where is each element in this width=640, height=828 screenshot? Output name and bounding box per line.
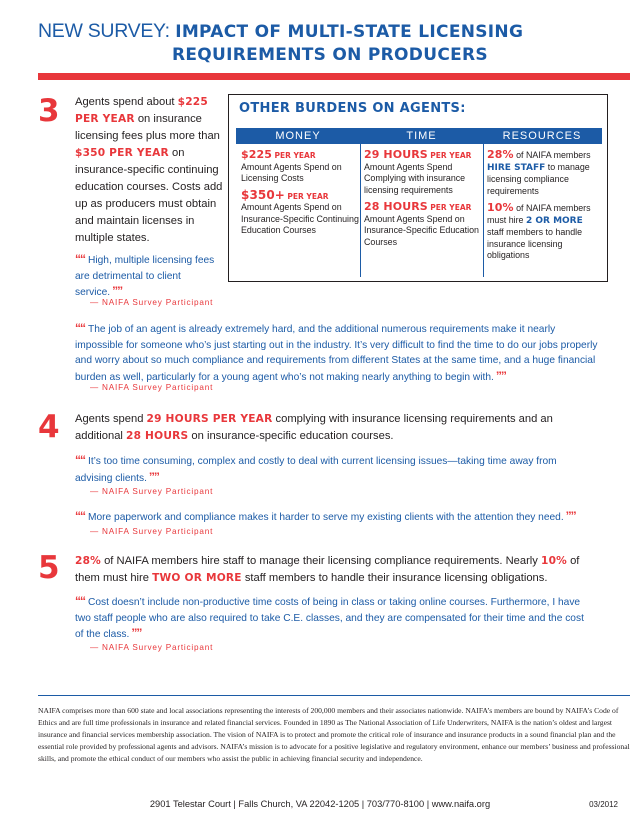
burdens-title: OTHER BURDENS ON AGENTS: — [239, 101, 466, 116]
stat-desc: to manage licensing compliance requirements — [487, 161, 590, 196]
title-prefix: NEW SURVEY: — [38, 20, 170, 42]
time-item — [364, 149, 480, 196]
stat-value: $350+ — [241, 187, 285, 202]
quote-4b — [75, 509, 605, 526]
quote-text: The job of an agent is already extremely hard, and the additional numerous requirements make it nearly impossible for someone who’s just starting out in the industry. It’s very difficult to find the time to do our jobs properly and worry about so much compliance and requirements from different States at the same time, and a huge financial burden as well, particularly for a young agent who’s not making nearly anything to begin with. — [75, 324, 598, 383]
publication-date: 03/2012 — [589, 800, 618, 809]
stat-desc: of NAIFA members must hire — [487, 203, 591, 225]
stat-value: 10% — [487, 201, 514, 214]
column-header-money: MONEY — [275, 130, 321, 142]
quote-attribution: — NAIFA Survey Participant — [90, 527, 214, 536]
quote-5a — [75, 594, 595, 643]
stat-value: $225 — [241, 148, 273, 161]
close-quote-icon: ”” — [112, 284, 123, 298]
section-number-4: 4 — [38, 409, 60, 445]
stat-desc: Amount Agents Spend on Insurance-Specific Continuing Education Courses — [241, 202, 359, 235]
open-quote-icon: ““ — [75, 321, 85, 335]
stat-desc: Amount Agents Spend Complying with insurance licensing requirements — [364, 161, 466, 195]
highlight-two-or-more: TWO OR MORE — [152, 572, 242, 584]
title-line-2: REQUIREMENTS ON PRODUCERS — [172, 45, 488, 65]
stat-value: 29 HOURS — [364, 148, 428, 161]
page-title — [38, 20, 630, 67]
stat-desc: Amount Agents Spend on Insurance-Specific Education Courses — [364, 213, 479, 247]
highlight-10-percent: 10% — [541, 555, 567, 567]
column-divider — [360, 128, 361, 277]
highlight-225: $225 PER YEAR — [75, 96, 208, 125]
section-number-3: 3 — [38, 93, 60, 129]
quote-attribution: — NAIFA Survey Participant — [90, 383, 214, 392]
text-run: of them must hire — [75, 555, 580, 584]
text-run: complying with insurance licensing requirements and an additional — [75, 413, 553, 442]
quote-4a — [75, 453, 595, 486]
text-run: Agents spend — [75, 413, 147, 425]
contact-address: 2901 Telestar Court | Falls Church, VA 22042-1205 | 703/770-8100 | www.naifa.org — [149, 799, 491, 809]
section-4-text — [75, 411, 595, 445]
stat-unit: PER YEAR — [430, 151, 472, 160]
other-burdens-box — [228, 94, 608, 282]
stat-unit: PER YEAR — [287, 191, 329, 201]
quote-attribution: — NAIFA Survey Participant — [90, 643, 214, 652]
stat-unit: PER YEAR — [430, 203, 472, 212]
highlight-28-hours: 28 HOURS — [126, 430, 189, 442]
stat-value: 28 HOURS — [364, 200, 428, 213]
stat-desc: Amount Agents Spend on Licensing Costs — [241, 161, 342, 183]
money-column — [241, 144, 359, 277]
close-quote-icon: ”” — [565, 509, 576, 523]
quote-text: High, multiple licensing fees are detrimental to client service. — [75, 255, 215, 298]
text-run: on insurance-specific continuing education courses. Costs add up as producers must obtain and maintain licenses in multiple states. — [75, 147, 223, 244]
close-quote-icon: ”” — [131, 626, 142, 640]
section-5-text — [75, 553, 605, 587]
section-number-5: 5 — [38, 550, 60, 586]
stat-highlight: 2 OR MORE — [525, 215, 583, 226]
quote-text: It’s too time consuming, complex and costly to deal with current licensing issues—taking time away from advising clients. — [75, 456, 557, 484]
close-quote-icon: ”” — [495, 368, 506, 383]
highlight-28-percent: 28% — [75, 555, 101, 567]
quote-text: More paperwork and compliance makes it harder to serve my existing clients with the attention they need. — [88, 512, 564, 523]
text-run: Agents spend about — [75, 96, 178, 108]
money-item — [241, 187, 359, 237]
stat-desc: staff members to handle insurance licensing obligations — [487, 227, 583, 260]
quote-3b — [75, 321, 605, 385]
about-naifa: NAIFA comprises more than 600 state and local associations representing the interests of 200,000 members and their associates nationwide. NAIFA’s members are bound by NAIFA’s Code of Ethics and are full time professionals in insurance and related financial services. Founded in 1890 as The National Association of Life Underwriters, NAIFA is the nation’s oldest and largest insurance and financial services membership association. The vision of NAIFA is to protect and promote the critical role of insurance and insurance products in a sound financial plan and the essential role provided by professional agents and advisors. NAIFA’s mission is to advocate for a positive legislative and regulatory environment, enhance our members’ business and professional skills, and promote the ethical conduct of our members who assist the public in achieving financial security and independence. — [38, 706, 630, 763]
quote-attribution: — NAIFA Survey Participant — [90, 487, 214, 496]
open-quote-icon: ““ — [75, 252, 85, 266]
highlight-350: $350 PER YEAR — [75, 147, 169, 159]
quote-text: Cost doesn’t include non-productive time costs of being in class or taking online courses. Furthermore, I have two staff people who are also required to take C.E. classes, and they are compensated for their time and the cost of the class. — [75, 597, 584, 640]
resources-item — [487, 202, 599, 262]
close-quote-icon: ”” — [148, 469, 159, 484]
section-3-text — [75, 94, 223, 247]
money-item — [241, 149, 359, 185]
quote-3a — [75, 252, 215, 301]
resources-column — [487, 144, 599, 277]
title-line-1: IMPACT OF MULTI-STATE LICENSING — [175, 22, 524, 42]
highlight-29-hours: 29 HOURS PER YEAR — [146, 413, 273, 425]
column-header-resources: RESOURCES — [502, 130, 582, 142]
column-header-time: TIME — [406, 130, 437, 142]
open-quote-icon: ““ — [75, 509, 85, 523]
stat-value: 28% — [487, 148, 514, 161]
column-divider — [483, 128, 484, 277]
stat-unit: PER YEAR — [274, 151, 316, 160]
header-rule — [38, 73, 630, 80]
text-run: of NAIFA members hire staff to manage their licensing compliance requirements. Nearly — [100, 555, 541, 567]
time-item — [364, 201, 480, 248]
text-run: on insurance-specific education courses. — [188, 430, 394, 442]
time-column — [364, 144, 480, 277]
text-run: on insurance licensing fees plus more than — [75, 113, 220, 142]
stat-highlight: HIRE STAFF — [487, 162, 546, 173]
footer-rule — [38, 695, 630, 696]
open-quote-icon: ““ — [75, 594, 85, 608]
resources-item — [487, 149, 599, 197]
quote-attribution: — NAIFA Survey Participant — [90, 298, 214, 307]
open-quote-icon: ““ — [75, 453, 85, 467]
text-run: staff members to handle their insurance licensing obligations. — [241, 572, 548, 584]
stat-desc: of NAIFA members — [513, 150, 591, 160]
